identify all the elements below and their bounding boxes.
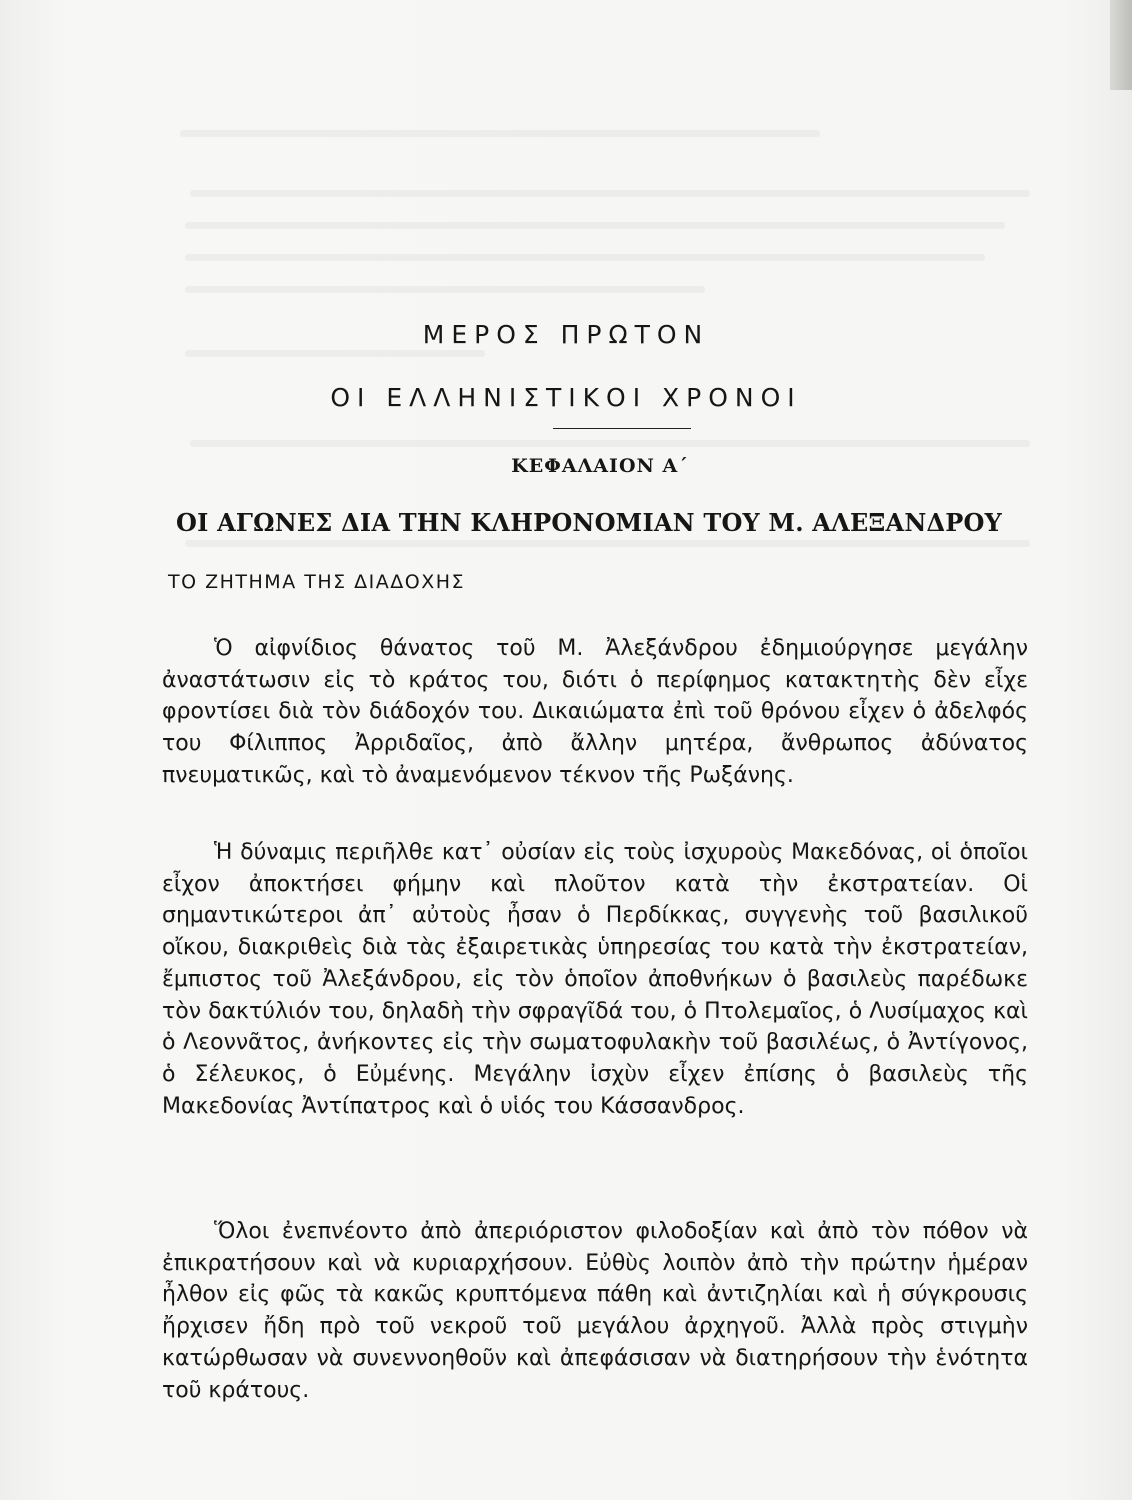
section-title: ΤΟ ΖΗΤΗΜΑ ΤΗΣ ΔΙΑΔΟΧΗΣ (168, 571, 466, 593)
chapter-label: ΚΕΦΑΛΑΙΟΝ Α΄ (511, 455, 689, 477)
bleed-through-mark (190, 190, 1030, 197)
bleed-through-mark (185, 540, 1030, 547)
bleed-through-mark (185, 350, 485, 357)
bleed-through-mark (190, 440, 1030, 447)
body-paragraph: Ἡ δύναμις περιῆλθε κατ᾽ οὐσίαν εἰς τοὺς ἰσχυροὺς Μακεδόνας, οἱ ὁποῖοι εἶχον ἀποκτήσει φήμην καὶ πλοῦτον κατὰ τὴν ἐκστρατείαν. Οἱ σημαντικώτεροι ἀπ᾽ αὐτοὺς ἦσαν ὁ Περδίκκας, συγγενὴς τοῦ βασιλικοῦ οἴκου, διακριθεὶς διὰ τὰς ἐξαιρετικὰς ὑπηρεσίας του κατὰ τὴν ἐκστρατείαν, ἔμπιστος τοῦ Ἀλεξάνδρου, εἰς τὸν ὁποῖον ἀποθνήκων ὁ βασιλεὺς παρέδωκε τὸν δακτύλιόν του, δηλαδὴ τὴν σφραγῖδά του, ὁ Πτολεμαῖος, ὁ Λυσίμαχος καὶ ὁ Λεοννᾶτος, ἀνήκοντες εἰς τὴν σωματοφυλακὴν τοῦ βασιλέως, ὁ Ἀντίγονος, ὁ Σέλευκος, ὁ Εὐμένης. Μεγάλην ἰσχὺν εἶχεν ἐπίσης ὁ βασιλεὺς τῆς Μακεδονίας Ἀντίπατρος καὶ ὁ υἱός του Κάσσανδρος. (162, 840, 1028, 1119)
bleed-through-mark (185, 254, 985, 261)
bleed-through-mark (185, 286, 705, 293)
page-edge-shadow (1110, 0, 1132, 90)
body-paragraph: Ὁ αἰφνίδιος θάνατος τοῦ Μ. Ἀλεξάνδρου ἐδημιούργησε μεγάλην ἀναστάτωσιν εἰς τὸ κράτος του, διότι ὁ περίφημος κατακτητὴς δὲν εἶχε φροντίσει διὰ τὸν διάδοχόν του. Δικαιώματα ἐπὶ τοῦ θρόνου εἶχεν ὁ ἀδελφός του Φίλιππος Ἀρριδαῖος, ἀπὸ ἄλλην μητέρα, ἄνθρωπος ἀδύνατος πνευματικῶς, καὶ τὸ ἀναμενόμενον τέκνον τῆς Ρωξάνης. (162, 636, 1028, 788)
body-paragraph: Ὅλοι ἐνεπνέοντο ἀπὸ ἀπεριόριστον φιλοδοξίαν καὶ ἀπὸ τὸν πόθον νὰ ἐπικρατήσουν καὶ νὰ κυριαρχήσουν. Εὐθὺς λοιπὸν ἀπὸ τὴν πρώτην ἡμέραν ἦλθον εἰς φῶς τὰ κακῶς κρυπτόμενα πάθη καὶ ἀντιζηλίαι καὶ ἡ σύγκρουσις ἤρχισεν ἤδη πρὸ τοῦ νεκροῦ τοῦ μεγάλου ἀρχηγοῦ. Ἀλλὰ πρὸς στιγμὴν κατώρθωσαν νὰ συνεννοηθοῦν καὶ ἀπεφάσισαν νὰ διατηρήσουν τὴν ἑνότητα τοῦ κράτους. (162, 1219, 1028, 1403)
title-divider (553, 428, 691, 429)
bleed-through-mark (185, 222, 1005, 229)
era-title: ΟΙ ΕΛΛΗΝΙΣΤΙΚΟΙ ΧΡΟΝΟΙ (330, 383, 802, 412)
chapter-title: ΟΙ ΑΓΩΝΕΣ ΔΙΑ ΤΗΝ ΚΛΗΡΟΝΟΜΙΑΝ ΤΟΥ Μ. ΑΛΕΞΑΝΔΡΟΥ (176, 508, 1002, 537)
part-title: ΜΕΡΟΣ ΠΡΩΤΟΝ (422, 320, 710, 349)
bleed-through-mark (180, 130, 820, 137)
